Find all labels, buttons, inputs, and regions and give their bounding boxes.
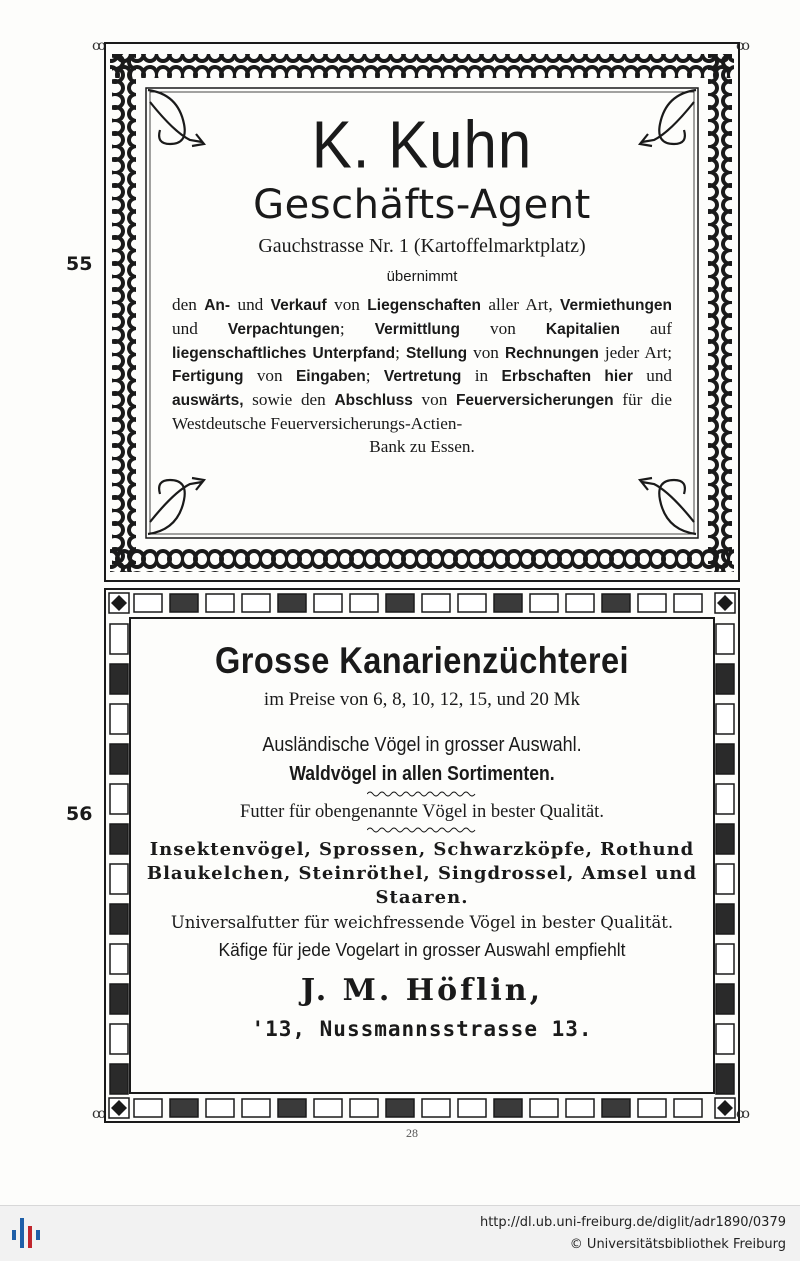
advertisement-hoeflin xyxy=(104,588,740,1123)
services-intro: übernimmt xyxy=(386,268,458,285)
ad-number-55: 55 xyxy=(66,253,93,275)
food-line: Futter für obengenannte Vögel in bester Qualität. xyxy=(240,802,604,822)
owner-address: '13, Nussmannsstrasse 13. xyxy=(251,1017,593,1041)
advertisement-kuhn xyxy=(104,42,740,582)
corner-mark-top-left: ꝏ xyxy=(92,38,106,54)
page-number: 28 xyxy=(406,1126,418,1140)
services-text-end: Bank zu Essen. xyxy=(369,436,475,456)
business-name: K. Kuhn xyxy=(311,106,533,182)
corner-mark-top-right: ꝏ xyxy=(736,38,750,54)
owner-name: J. M. Höflin, xyxy=(300,973,544,1008)
insect-birds-text: Insektenvögel, Sprossen, Schwarzköpfe, Rothund Blaukelchen, Steinröthel, Singdrossel, Amsel und Staaren. xyxy=(146,839,698,908)
business-title: Geschäfts-Agent xyxy=(253,182,591,228)
ornamental-divider xyxy=(367,790,477,798)
ornamental-divider xyxy=(367,826,477,834)
universal-food-line: Universalfutter für weichfressende Vögel in bester Qualität. xyxy=(170,913,674,932)
ad-number-56: 56 xyxy=(66,803,93,825)
corner-mark-bottom-right: ꝏ xyxy=(736,1106,750,1122)
copyright-notice: © Universitätsbibliothek Freiburg xyxy=(569,1237,786,1252)
services-text: den An- und Verkauf von Liegenschaften aller Art, Vermiethungen und Verpachtungen; Vermittlung von Kapitalien auf liegenschaftliches Unterpfand; Stellung von Rechnungen jeder Art; Fertigung von Eingaben; Vertretung in Erbschaften hier und auswärts, sowie den Abschluss von Feuerversicherungen für die Westdeutsche Feuerversicherungs-Actien- xyxy=(172,295,673,433)
ad-content xyxy=(164,106,680,459)
cages-line: Käfige für jede Vogelart in grosser Auswahl empfiehlt xyxy=(218,939,626,960)
headline: Grosse Kanarienzüchterei xyxy=(214,640,630,681)
business-address: Gauchstrasse Nr. 1 (Kartoffelmarktplatz) xyxy=(258,235,586,257)
ad-content xyxy=(138,638,706,1046)
wild-birds-line: Waldvögel in allen Sortimenten. xyxy=(289,763,555,785)
permalink-url[interactable]: http://dl.ub.uni-freiburg.de/diglit/adr1890/0379 xyxy=(479,1215,786,1230)
corner-mark-bottom-left: ꝏ xyxy=(92,1106,106,1122)
foreign-birds-line: Ausländische Vögel in grosser Auswahl. xyxy=(262,734,582,756)
price-line: im Preise von 6, 8, 10, 12, 15, und 20 Mk xyxy=(263,689,581,710)
library-logo-icon[interactable] xyxy=(6,1210,50,1256)
viewer-footer xyxy=(0,1205,800,1261)
